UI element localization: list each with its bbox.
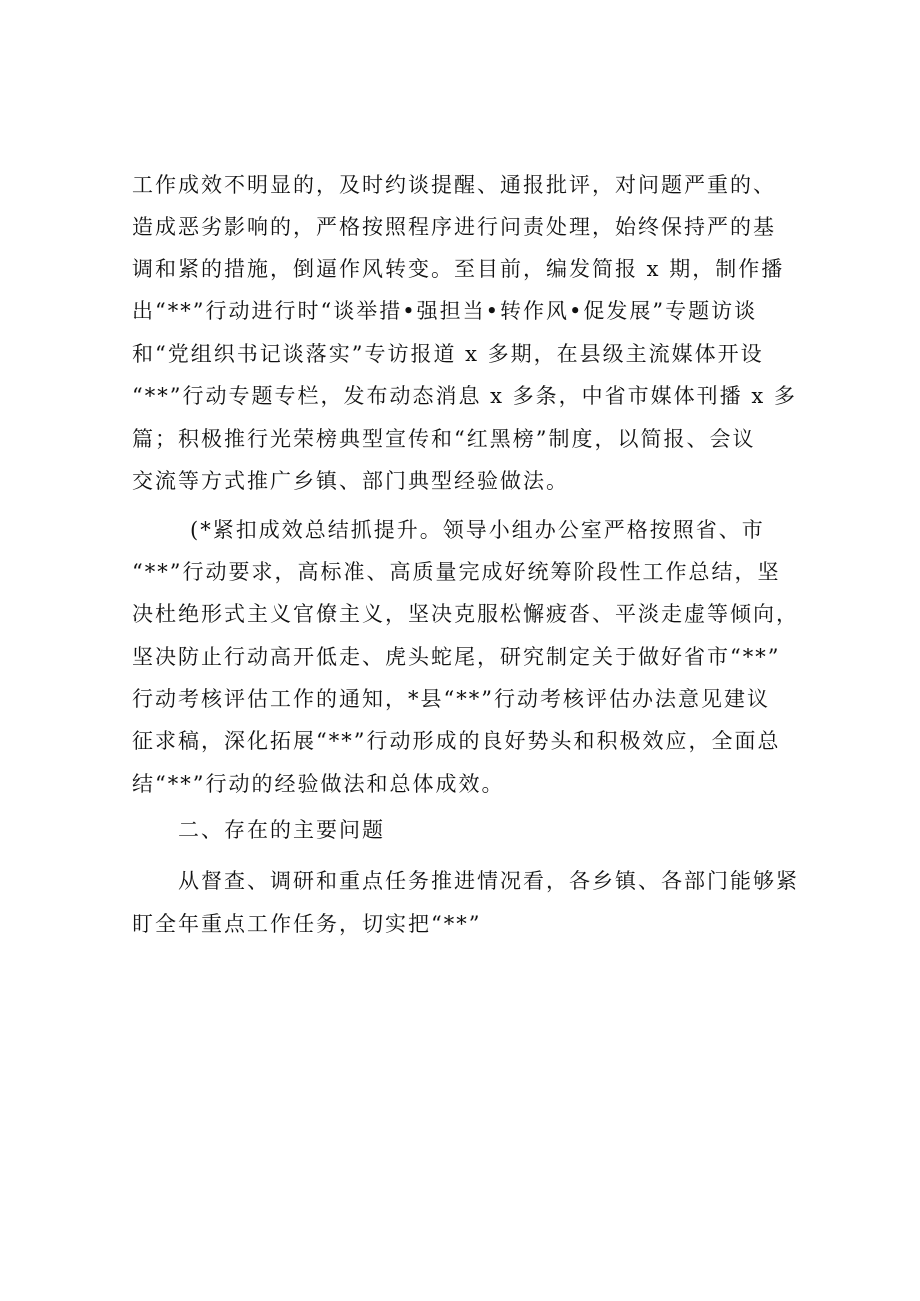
section-heading: 二、存在的主要问题 bbox=[178, 818, 385, 842]
paragraph-3-line-2: 盯全年重点工作任务，切实把“**” bbox=[132, 912, 482, 936]
paragraph-1-line-8: 交流等方式推广乡镇、部门典型经验做法。 bbox=[132, 469, 569, 493]
paragraph-2-line-4: 坚决防止行动高开低走、虎头蛇尾，研究制定关于做好省市“**” bbox=[132, 645, 781, 669]
paragraph-1-line-7: 篇；积极推行光荣榜典型宣传和“红黑榜”制度，以简报、会议 bbox=[132, 427, 756, 451]
paragraph-2-line-5: 行动考核评估工作的通知，*县“**”行动考核评估办法意见建议 bbox=[132, 687, 770, 711]
paragraph-2-line-7: 结“**”行动的经验做法和总体成效。 bbox=[132, 772, 505, 796]
paragraph-2-line-2: “**”行动要求，高标准、高质量完成好统筹阶段性工作总结，坚 bbox=[132, 560, 781, 584]
paragraph-2-line-3: 决杜绝形式主义官僚主义，坚决克服松懈疲沓、平淡走虚等倾向， bbox=[132, 602, 799, 626]
paragraph-1-line-5: 和“党组织书记谈落实”专访报道 x 多期，在县级主流媒体开设 bbox=[132, 342, 764, 366]
paragraph-3-line-1: 从督查、调研和重点任务推进情况看，各乡镇、各部门能够紧 bbox=[178, 869, 799, 893]
paragraph-1-line-2: 造成恶劣影响的，严格按照程序进行问责处理，始终保持严的基 bbox=[132, 215, 776, 239]
paragraph-1-line-4: 出“**”行动进行时“谈举措•强担当•转作风•促发展”专题访谈 bbox=[132, 299, 758, 323]
paragraph-2-line-1: (*紧扣成效总结抓提升。领导小组办公室严格按照省、市 bbox=[190, 518, 765, 542]
paragraph-1-line-1: 工作成效不明显的，及时约谈提醒、通报批评，对问题严重的、 bbox=[132, 173, 776, 197]
paragraph-2-line-6: 征求稿，深化拓展“**”行动形成的良好势头和积极效应，全面总 bbox=[132, 729, 781, 753]
paragraph-1-line-3: 调和紧的措施，倒逼作风转变。至目前，编发简报 x 期，制作播 bbox=[132, 257, 785, 281]
paragraph-1-line-6: “**”行动专题专栏，发布动态消息 x 多条，中省市媒体刊播 x 多 bbox=[132, 384, 797, 408]
